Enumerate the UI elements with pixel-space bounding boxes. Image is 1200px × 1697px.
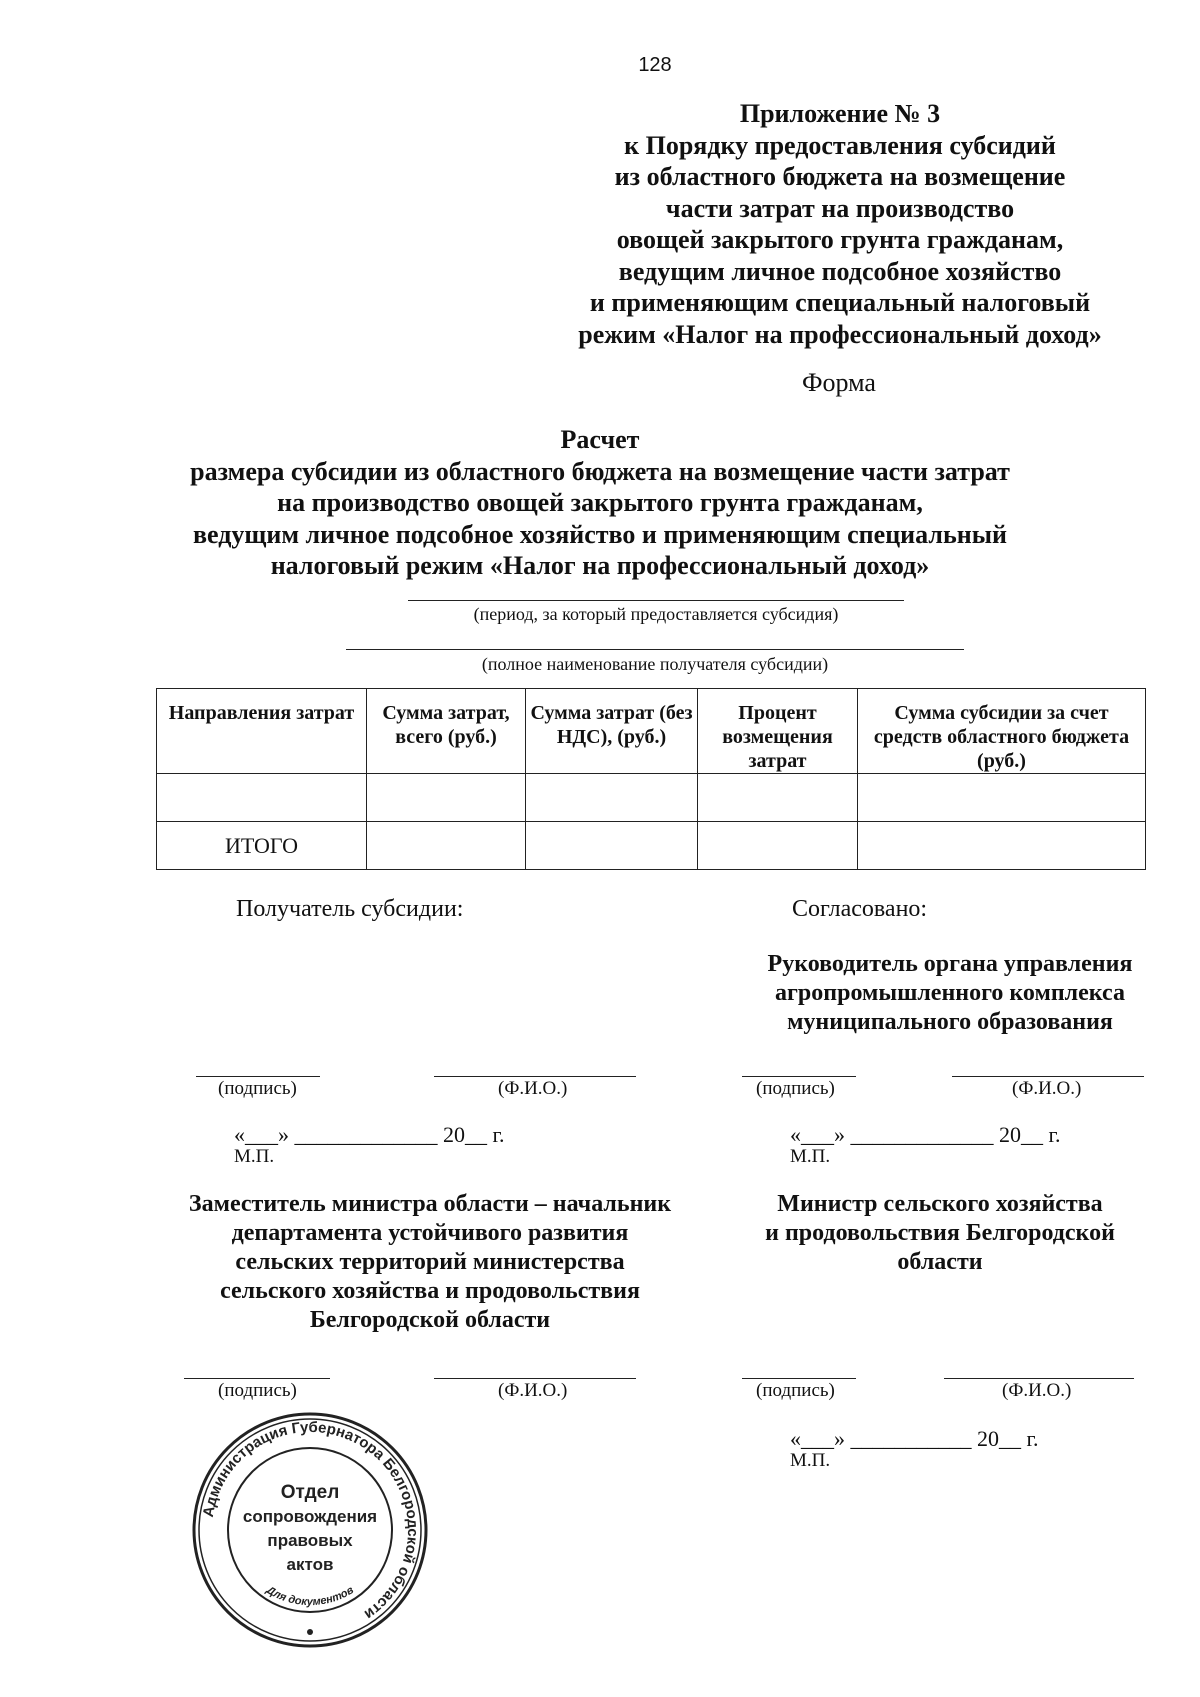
- minister-title-block: [730, 1190, 1150, 1277]
- calculation-line: размера субсидии из областного бюджета на возмещение части затрат: [190, 456, 1010, 486]
- calculation-title-block: [180, 424, 1020, 582]
- calculation-line: ведущим личное подсобное хозяйство и применяющим специальный: [193, 519, 1007, 549]
- name-caption: (Ф.И.О.): [1012, 1078, 1082, 1099]
- date-field[interactable]: «___» _____________ 20__ г.: [790, 1122, 1061, 1147]
- deputy-title-line: Заместитель министра области – начальник: [188, 1191, 672, 1217]
- appendix-line: к Порядку предоставления субсидий: [624, 130, 1056, 160]
- table-cell[interactable]: [367, 822, 526, 870]
- appendix-line: ведущим личное подсобное хозяйство: [618, 256, 1062, 286]
- head-title-line: агропромышленного комплекса: [775, 980, 1125, 1006]
- subsidy-table: [156, 688, 1146, 870]
- deputy-title-line: Белгородской области: [309, 1307, 551, 1333]
- minister-title-line: и продовольствия Белгородской: [765, 1220, 1115, 1246]
- stamp-inner-line: правовых: [267, 1531, 353, 1550]
- signature-line[interactable]: [196, 1076, 320, 1077]
- total-label: ИТОГО: [157, 822, 367, 870]
- seal-place: М.П.: [234, 1146, 275, 1167]
- page-number: 128: [638, 54, 672, 76]
- stamp-ring-text: Администрация Губернатора Белгородской области: [199, 1418, 422, 1623]
- stamp-center-ring: [228, 1448, 392, 1612]
- minister-title-line: области: [897, 1249, 983, 1275]
- period-caption: (период, за который предоставляется субсидия): [473, 604, 839, 624]
- name-line[interactable]: [944, 1378, 1134, 1379]
- appendix-line: и применяющим специальный налоговый: [589, 288, 1091, 317]
- signature-line[interactable]: [742, 1076, 856, 1077]
- minister-title-line: Министр сельского хозяйства: [777, 1191, 1103, 1217]
- head-title-line: муниципального образования: [787, 1009, 1113, 1035]
- table-header-row: [157, 689, 1146, 774]
- stamp-inner-line: сопровождения: [242, 1507, 378, 1526]
- signature-caption: (подпись): [756, 1078, 835, 1099]
- date-field[interactable]: «___» ___________ 20__ г.: [790, 1426, 1039, 1451]
- table-cell[interactable]: [858, 822, 1146, 870]
- appendix-line: из областного бюджета на возмещение: [614, 162, 1066, 191]
- form-label: Форма: [802, 368, 876, 397]
- official-stamp: [190, 1410, 430, 1650]
- stamp-inner-line: актов: [286, 1555, 334, 1574]
- header-costs-no-vat: Сумма затрат (без НДС), (руб.): [526, 689, 698, 774]
- table-cell[interactable]: [367, 774, 526, 822]
- table-cell[interactable]: [698, 822, 858, 870]
- seal-place: М.П.: [790, 1450, 831, 1471]
- signature-caption: (подпись): [218, 1078, 297, 1099]
- agreed-label: Согласовано:: [792, 896, 928, 922]
- table-cell[interactable]: [157, 774, 367, 822]
- stamp-inner-line: Отдел: [280, 1482, 340, 1503]
- signature-line[interactable]: [184, 1378, 330, 1379]
- seal-place: М.П.: [790, 1146, 831, 1167]
- name-caption: (Ф.И.О.): [498, 1380, 568, 1401]
- head-title-block: [720, 950, 1180, 1037]
- appendix-header: [540, 98, 1140, 350]
- appendix-line: части затрат на производство: [665, 193, 1015, 223]
- header-subsidy-amount: Сумма субсидии за счет средств областного бюджета (руб.): [858, 689, 1146, 774]
- recipient-caption: (полное наименование получателя субсидии): [481, 654, 829, 674]
- table-cell[interactable]: [858, 774, 1146, 822]
- name-caption: (Ф.И.О.): [1002, 1380, 1072, 1401]
- name-caption: (Ф.И.О.): [498, 1078, 568, 1099]
- date-field[interactable]: «___» _____________ 20__ г.: [234, 1122, 505, 1147]
- appendix-line: режим «Налог на профессиональный доход»: [578, 319, 1102, 349]
- signature-line[interactable]: [742, 1378, 856, 1379]
- appendix-line: овощей закрытого грунта гражданам,: [616, 225, 1064, 254]
- signature-caption: (подпись): [218, 1380, 297, 1401]
- table-cell[interactable]: [526, 774, 698, 822]
- name-line[interactable]: [434, 1378, 636, 1379]
- name-line[interactable]: [952, 1076, 1144, 1077]
- table-cell[interactable]: [698, 774, 858, 822]
- table-cell[interactable]: [526, 822, 698, 870]
- header-total-costs: Сумма затрат, всего (руб.): [367, 689, 526, 774]
- head-title-line: Руководитель органа управления: [767, 951, 1133, 977]
- stamp-star-icon: [307, 1629, 313, 1635]
- calculation-line: на производство овощей закрытого грунта гражданам,: [277, 488, 923, 517]
- table-total-row: [157, 822, 1146, 870]
- deputy-title-line: сельских территорий министерства: [235, 1249, 625, 1275]
- period-fill-line[interactable]: [408, 600, 904, 601]
- header-cost-direction: Направления затрат: [157, 689, 367, 774]
- calculation-title: Расчет: [560, 425, 640, 454]
- deputy-title-line: департамента устойчивого развития: [231, 1220, 629, 1246]
- recipient-fill-line[interactable]: [346, 649, 964, 650]
- name-line[interactable]: [434, 1076, 636, 1077]
- stamp-bottom-text: Для документов: [264, 1584, 356, 1609]
- table-row: [157, 774, 1146, 822]
- calculation-line: налоговый режим «Налог на профессиональный доход»: [270, 551, 930, 580]
- deputy-title-block: [160, 1190, 700, 1335]
- signature-caption: (подпись): [756, 1380, 835, 1401]
- deputy-title-line: сельского хозяйства и продовольствия: [220, 1278, 640, 1304]
- recipient-label: Получатель субсидии:: [236, 896, 464, 922]
- header-reimbursement-percent: Процент возмещения затрат: [698, 689, 858, 774]
- appendix-line: Приложение № 3: [739, 99, 941, 128]
